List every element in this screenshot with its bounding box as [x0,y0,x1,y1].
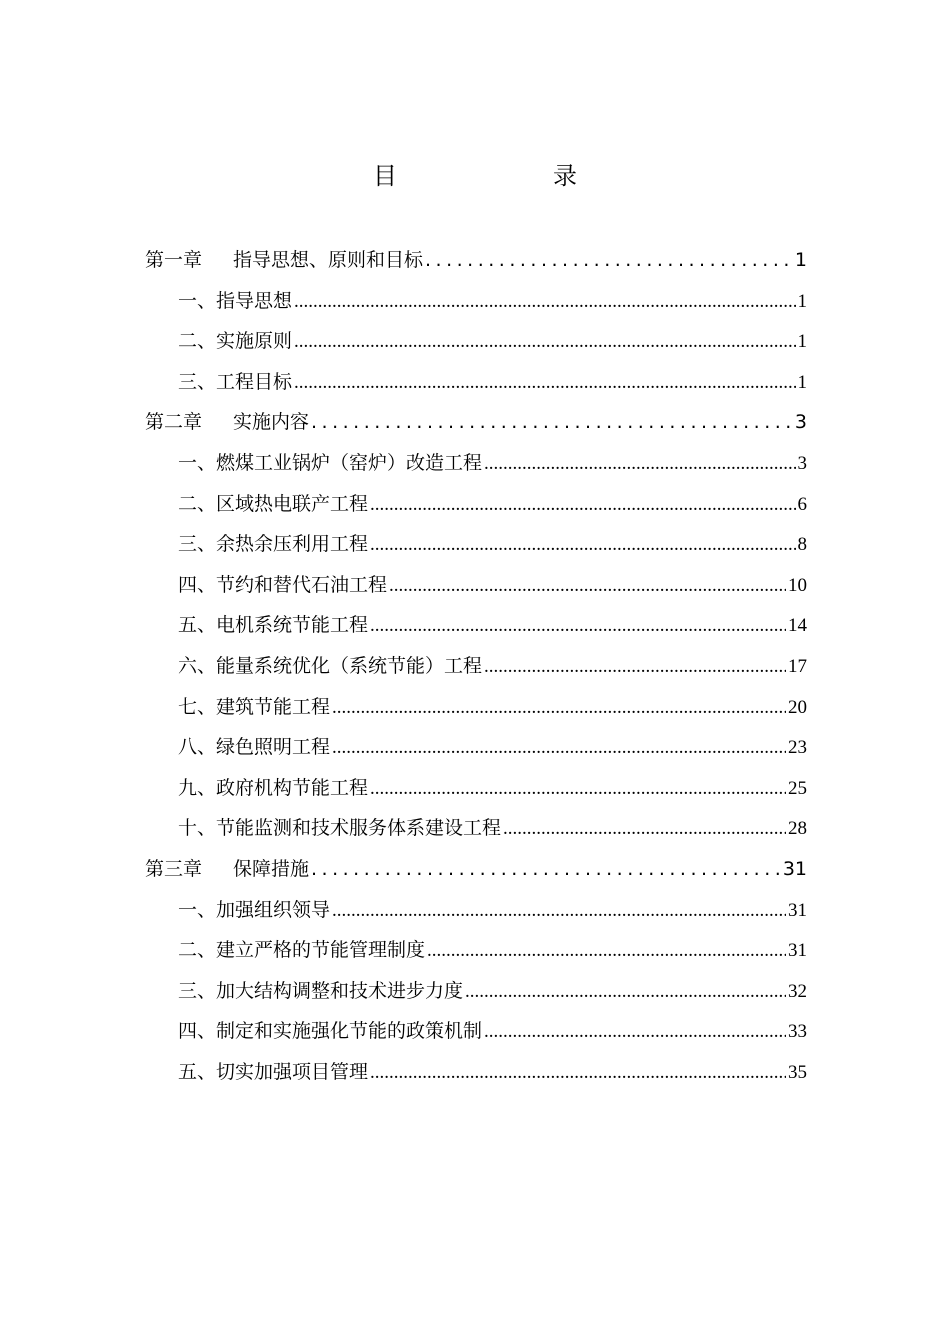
toc-entry-number: 第二章 [145,411,203,434]
toc-page-number: 28 [788,818,807,840]
toc-section-entry[interactable] [145,1052,807,1093]
toc-entry-label: 实施原则 [216,330,293,353]
toc-entry-title [178,687,330,728]
toc-entry-number: 二、 [178,492,217,515]
toc-dot-leader [370,485,795,526]
toc-entry-label: 切实加强项目管理 [216,1060,369,1083]
toc-entry-label: 指导思想、原则和目标 [233,249,424,271]
toc-chapter-entry[interactable] [145,849,807,890]
toc-entry-title [178,605,368,646]
toc-page-number: 35 [788,1061,807,1083]
toc-entry-label: 绿色照明工程 [216,736,331,759]
toc-entry-label: 实施内容 [233,411,310,434]
toc-entry-title [178,646,482,687]
toc-dot-leader [332,891,786,932]
toc-dot-leader [294,322,795,363]
toc-section-entry[interactable] [145,646,807,687]
toc-title: 目 录 [373,162,613,190]
toc-entry-label: 区域热电联产工程 [216,492,369,515]
toc-page-number: 31 [788,899,807,921]
toc-dot-leader [425,240,793,281]
toc-entry-title [178,321,292,362]
toc-page-number: 1 [797,331,807,353]
toc-entry-title [178,524,368,565]
toc-entry-number: 三、 [178,533,217,556]
toc-entry-title [145,402,309,443]
toc-entry-number: 四、 [178,573,217,596]
toc-entry-number: 一、 [178,289,217,312]
toc-dot-leader [294,363,795,404]
toc-entry-title [145,849,309,890]
toc-entry-title [178,1052,368,1093]
toc-section-entry[interactable] [145,687,807,728]
toc-entry-title [178,768,368,809]
toc-page-number: 6 [797,493,807,515]
toc-entry-title [178,808,501,849]
toc-entry-title [178,484,368,525]
toc-entry-number: 三、 [178,979,217,1002]
toc-page-number: 3 [797,452,807,474]
toc-dot-leader [370,1053,786,1094]
toc-entry-number: 二、 [178,939,217,962]
toc-dot-leader [370,606,786,647]
toc-page-number: 32 [788,980,807,1002]
toc-entry-number: 四、 [178,1020,217,1043]
toc-entry-label: 指导思想 [216,289,293,312]
toc-entry-title [178,971,463,1012]
toc-page-number: 23 [788,737,807,759]
table-of-contents [145,240,807,1092]
toc-entry-label: 能量系统优化（系统节能）工程 [216,654,483,677]
toc-entry-title [178,443,482,484]
toc-section-entry[interactable] [145,362,807,403]
toc-entry-title [178,565,387,606]
toc-dot-leader [503,809,786,850]
toc-page-number: 14 [788,615,807,637]
toc-entry-label: 节约和替代石油工程 [216,573,388,596]
toc-dot-leader [484,647,786,688]
toc-entry-title [178,362,292,403]
toc-dot-leader [465,972,786,1013]
toc-entry-number: 三、 [178,370,217,393]
toc-page-number: 1 [794,249,807,271]
toc-section-entry[interactable] [145,930,807,971]
toc-entry-label: 燃煤工业锅炉（窑炉）改造工程 [216,451,483,474]
toc-section-entry[interactable] [145,1011,807,1052]
toc-entry-number: 五、 [178,614,217,637]
toc-chapter-entry[interactable] [145,402,807,443]
toc-entry-number: 五、 [178,1060,217,1083]
toc-entry-number: 二、 [178,330,217,353]
toc-section-entry[interactable] [145,484,807,525]
toc-dot-leader [332,728,786,769]
toc-entry-title [178,727,330,768]
toc-dot-leader [484,444,795,485]
toc-page-number: 33 [788,1021,807,1043]
toc-dot-leader [294,282,795,323]
toc-dot-leader [370,525,795,566]
toc-page-number: 31 [788,940,807,962]
toc-page-number: 10 [788,574,807,596]
toc-entry-label: 保障措施 [233,857,310,880]
toc-entry-number: 九、 [178,776,217,799]
toc-section-entry[interactable] [145,443,807,484]
toc-page-number: 20 [788,696,807,718]
toc-section-entry[interactable] [145,808,807,849]
toc-dot-leader [484,1012,786,1053]
toc-dot-leader [370,769,786,810]
toc-entry-title [178,890,330,931]
toc-entry-number: 八、 [178,736,217,759]
toc-entry-label: 工程目标 [216,370,293,393]
toc-section-entry[interactable] [145,971,807,1012]
toc-entry-label: 节能监测和技术服务体系建设工程 [216,817,502,840]
toc-dot-leader [332,688,786,729]
toc-section-entry[interactable] [145,605,807,646]
toc-entry-number: 十、 [178,817,217,840]
toc-dot-leader [389,566,786,607]
toc-entry-label: 电机系统节能工程 [216,614,369,637]
toc-entry-label: 制定和实施强化节能的政策机制 [216,1020,483,1043]
toc-page-number: 1 [797,371,807,393]
toc-entry-number: 七、 [178,695,217,718]
toc-page-number: 1 [797,290,807,312]
toc-section-entry[interactable] [145,727,807,768]
toc-page-number: 31 [782,857,807,880]
toc-dot-leader [311,402,793,443]
toc-section-entry[interactable] [145,768,807,809]
toc-page-number: 25 [788,777,807,799]
toc-entry-number: 第三章 [145,857,203,880]
toc-chapter-entry[interactable] [145,240,807,281]
toc-section-entry[interactable] [145,565,807,606]
toc-entry-label: 加强组织领导 [216,898,331,921]
toc-entry-number: 一、 [178,898,217,921]
toc-entry-number: 第一章 [145,249,203,271]
toc-dot-leader [427,931,786,972]
toc-entry-title [178,930,425,971]
toc-entry-title [178,281,292,322]
toc-page-number: 8 [797,534,807,556]
toc-section-entry[interactable] [145,524,807,565]
toc-section-entry[interactable] [145,281,807,322]
toc-entry-label: 加大结构调整和技术进步力度 [216,979,464,1002]
toc-entry-label: 建筑节能工程 [216,695,331,718]
toc-entry-number: 一、 [178,451,217,474]
toc-section-entry[interactable] [145,890,807,931]
toc-page-number: 17 [788,655,807,677]
toc-entry-label: 政府机构节能工程 [216,776,369,799]
toc-entry-number: 六、 [178,654,217,677]
toc-entry-title [178,1011,482,1052]
toc-entry-label: 余热余压利用工程 [216,533,369,556]
toc-entry-label: 建立严格的节能管理制度 [216,939,426,962]
toc-page-number: 3 [794,411,807,434]
toc-section-entry[interactable] [145,321,807,362]
toc-dot-leader [311,849,781,890]
toc-entry-title [145,240,423,281]
